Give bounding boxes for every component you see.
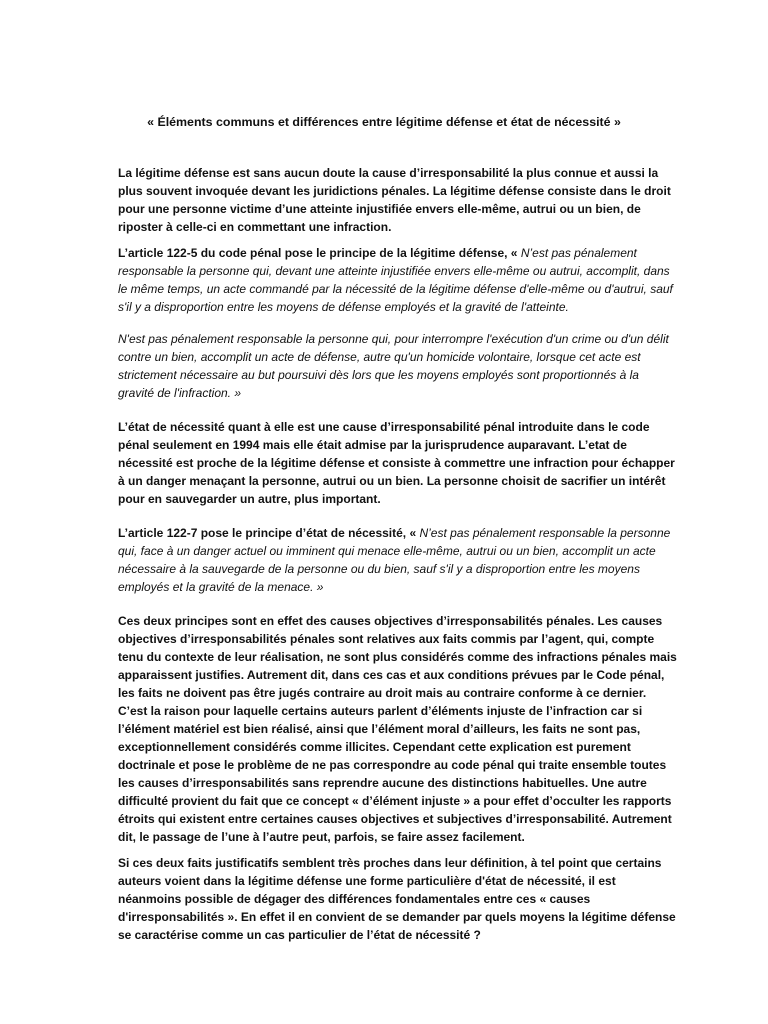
article-122-7-intro: L’article 122-7 pose le principe d’état de nécessité, « xyxy=(118,526,420,540)
paragraph-problematique: Si ces deux faits justificatifs semblent très proches dans leur définition, à tel point que certains auteurs voient dans la légitime défense une forme particulière d'état de nécessité, il est néanmoins possible de dégager des différences fondamentales entre ces « causes d'irresponsabilités ». En effet il en convient de se demander par quels moyens la légitime défense se caractérise comme un cas particulier de l’état de nécessité ? xyxy=(118,856,676,942)
paragraph-etat-de-necessite: L’état de nécessité quant à elle est une cause d’irresponsabilité pénal introduite dans le code pénal seulement en 1994 mais elle était admise par la jurisprudence auparavant. L’etat de nécessité est proche de la légitime défense et consiste à commettre une infraction pour échapper à un danger menaçant la personne, autrui ou un bien. La personne choisit de sacrifier un intérêt pour en sauvegarder un autre, plus important. xyxy=(118,420,675,506)
document-title: « Éléments communs et différences entre légitime défense et état de nécessité » xyxy=(147,115,621,129)
article-122-5-intro: L’article 122-5 du code pénal pose le principe de la légitime défense, « xyxy=(118,246,521,260)
paragraph-legitime-defense-intro: La légitime défense est sans aucun doute la cause d’irresponsabilité la plus connue et aussi la plus souvent invoquée devant les juridictions pénales. La légitime défense consiste dans le droit pour une personne victime d’une atteinte injustifiée envers elle-même, autrui ou un bien, de riposter à celle-ci en commettant une infraction. xyxy=(118,166,671,234)
paragraph-causes-objectives: Ces deux principes sont en effet des causes objectives d’irresponsabilités pénales. Les causes objectives d’irresponsabilités pénales sont relatives aux faits commis par l’agent, qui, compte tenu du contexte de leur réalisation, ne sont plus considérés comme des infractions pénales mais apparaissent justifies. Autrement dit, dans ces cas et aux conditions prévues par le Code pénal, les faits ne doivent pas être jugés contraire au droit mais au contraire conforme à ce dernier. C’est la raison pour laquelle certains auteurs parlent d’éléments injuste de l’infraction car si l’élément matériel est bien réalisé, ainsi que l’élément moral d’ailleurs, les faits ne sont pas, exceptionnellement considérés comme illicites. Cependant cette explication est purement doctrinale et pose le problème de ne pas correspondre au code pénal qui traite ensemble toutes les causes d’irresponsabilités sans reprendre aucune des distinctions habituelles. Une autre difficulté provient du fait que ce concept « d’élément injuste » a pour effet d’occulter les rapports étroits qui existent entre certaines causes objectives et subjectives d’irresponsabilité. Autrement dit, le passage de l’une à l’autre peut, parfois, se faire assez facilement. xyxy=(118,614,677,844)
paragraph-article-122-5 xyxy=(118,244,678,316)
article-122-7-quote: N’est pas pénalement responsable la personne qui, face à un danger actuel ou imminent qui menace elle-même, autrui ou un bien, accomplit un acte nécessaire à la sauvegarde de la personne ou du bien, sauf s'il y a disproportion entre les moyens employés et la gravité de la menace. » xyxy=(118,526,671,594)
article-122-5-quote: N’est pas pénalement responsable la personne qui, devant une atteinte injustifiée envers elle-même ou autrui, accomplit, dans le même temps, un acte commandé par la nécessité de la légitime défense d'elle-même ou d'autrui, sauf s'il y a disproportion entre les moyens de défense employés et la gravité de l'atteinte. xyxy=(118,246,673,314)
paragraph-article-122-7 xyxy=(118,524,678,596)
article-122-5-second-quote: N'est pas pénalement responsable la personne qui, pour interrompre l'exécution d'un crime ou d'un délit contre un bien, accomplit un acte de défense, autre qu'un homicide volontaire, lorsque cet acte est strictement nécessaire au but poursuivi dès lors que les moyens employés sont proportionnés à la gravité de l'infraction. » xyxy=(118,332,669,400)
document-body xyxy=(118,164,678,944)
